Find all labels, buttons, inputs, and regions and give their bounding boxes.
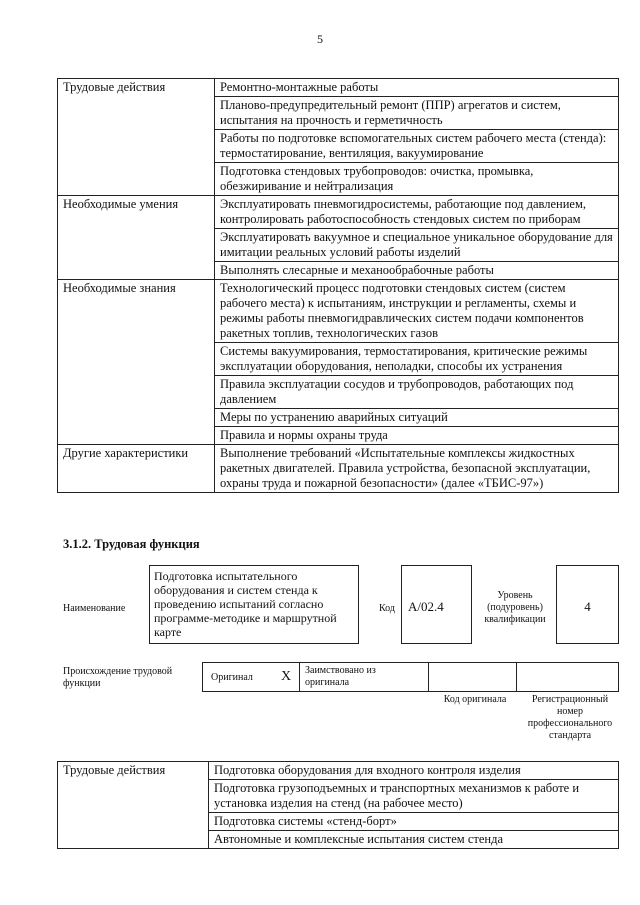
table-cell: Выполнять слесарные и механообрабочные работы [215, 262, 619, 280]
table-cell: Эксплуатировать вакуумное и специальное уникальное оборудование для имитации реальных условий работы изделий [215, 229, 619, 262]
original-label: Оригинал [211, 672, 253, 683]
table-cell: Планово-предупредительный ремонт (ППР) агрегатов и систем, испытания на прочность и герметичность [215, 97, 619, 130]
reg-number-label: Регистрационный номер профессионального стандарта [527, 694, 613, 741]
table-cell: Правила эксплуатации сосудов и трубопроводов, работающих под давлением [215, 376, 619, 409]
page-number: 5 [317, 32, 323, 46]
table-row [58, 196, 619, 229]
table-row [58, 762, 619, 780]
table-cell: Подготовка оборудования для входного контроля изделия [209, 762, 619, 780]
code-original-label: Код оригинала [443, 694, 507, 705]
origin-box [202, 662, 619, 692]
original-mark: X [281, 669, 292, 684]
table-cell: Эксплуатировать пневмогидросистемы, работающие под давлением, контролировать работоспособность стендовых систем по приборам [215, 196, 619, 229]
level-label: Уровень (подуровень) квалификации [484, 590, 546, 625]
table-cell: Автономные и комплексные испытания систем стенда [209, 831, 619, 849]
divider [299, 663, 300, 691]
table-cell: Технологический процесс подготовки стендовых систем (систем рабочего места) к испытаниям, инструкции и регламенты, схемы и режимы работы пневмогидравлических систем подачи компонентов ракетных топлив, технологических газов [215, 280, 619, 343]
row-header: Необходимые знания [58, 280, 215, 445]
table-cell: Правила и нормы охраны труда [215, 427, 619, 445]
table-row [58, 445, 619, 493]
row-header: Трудовые действия [58, 79, 215, 196]
table-row [58, 280, 619, 343]
name-label: Наименование [63, 603, 126, 614]
row-header: Необходимые умения [58, 196, 215, 280]
table-cell: Меры по устранению аварийных ситуаций [215, 409, 619, 427]
qualification-level: 4 [556, 565, 619, 644]
table-cell: Выполнение требований «Испытательные комплексы жидкостных ракетных двигателей. Правила устройства, безопасной эксплуатации, охраны труда и пожарной безопасности» (далее «ТБИС-97») [215, 445, 619, 493]
function-name: Подготовка испытательного оборудования и систем стенда к проведению испытаний согласно программе-методике и маршрутной карте [149, 565, 359, 644]
origin-label: Происхождение трудовой функции [63, 666, 173, 689]
labor-actions-table [57, 78, 619, 493]
function-code: A/02.4 [401, 565, 472, 644]
table-row [58, 79, 619, 97]
table-cell: Подготовка системы «стенд-борт» [209, 813, 619, 831]
section-title: 3.1.2. Трудовая функция [63, 537, 200, 551]
borrowed-label: Заимствовано из оригинала [305, 665, 376, 688]
table-cell: Ремонтно-монтажные работы [215, 79, 619, 97]
table-cell: Системы вакуумирования, термостатирования, критические режимы эксплуатации оборудования, неполадки, способы их устранения [215, 343, 619, 376]
table-cell: Подготовка стендовых трубопроводов: очистка, промывка, обезжиривание и нейтрализация [215, 163, 619, 196]
table-cell: Подготовка грузоподъемных и транспортных механизмов к работе и установка изделия на стенд (на рабочее место) [209, 780, 619, 813]
row-header: Другие характеристики [58, 445, 215, 493]
divider [516, 663, 517, 691]
labor-actions-table-2 [57, 761, 619, 849]
row-header: Трудовые действия [58, 762, 209, 849]
code-label: Код [379, 603, 395, 614]
table-cell: Работы по подготовке вспомогательных систем рабочего места (стенда): термостатирование, вентиляция, вакуумирование [215, 130, 619, 163]
divider [428, 663, 429, 691]
